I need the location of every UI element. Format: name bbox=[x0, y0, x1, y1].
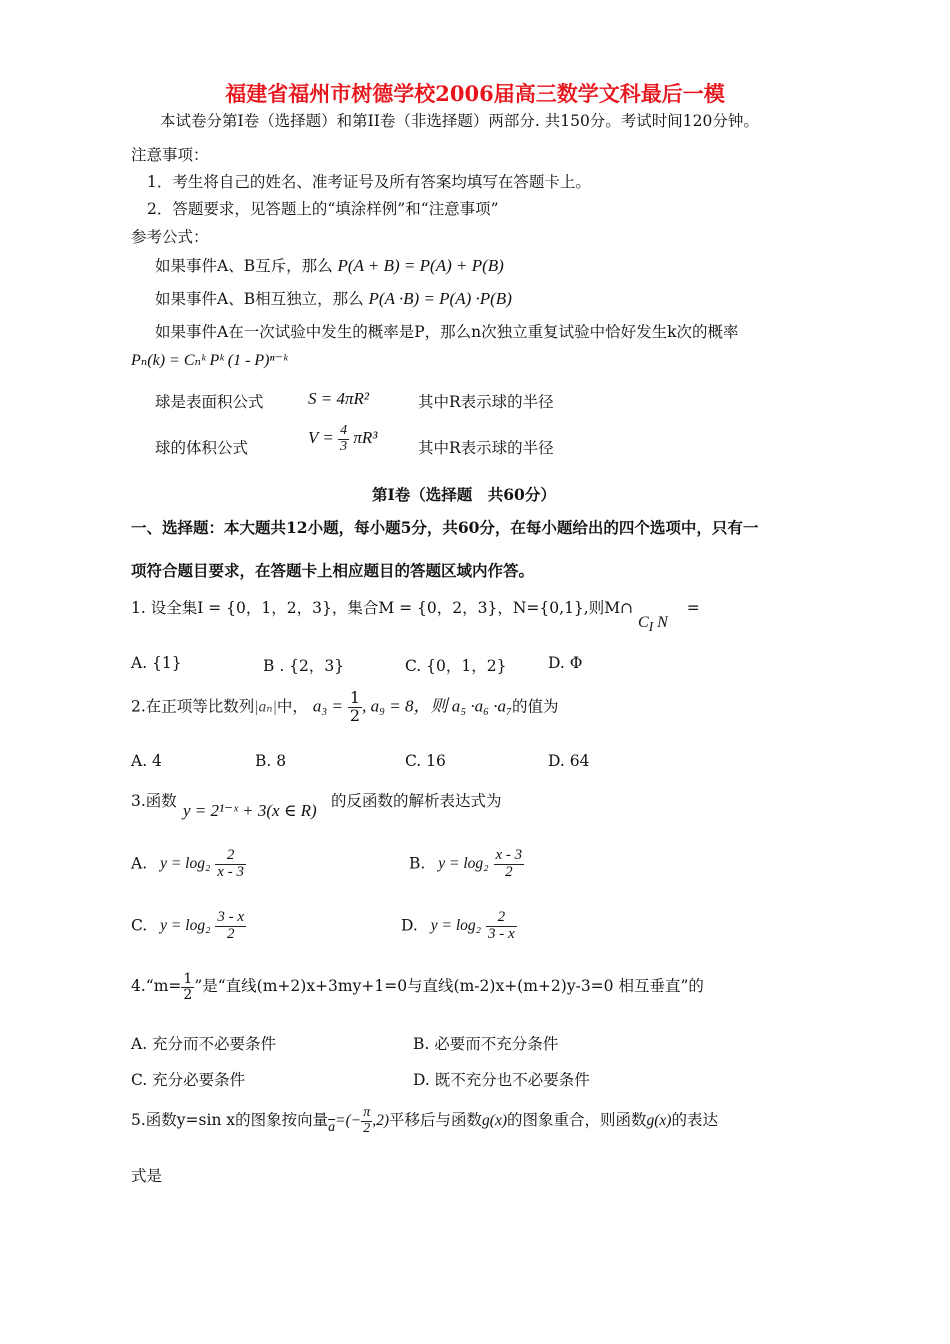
q4-option-b: B. 必要而不充分条件 bbox=[413, 1035, 559, 1053]
sphere-volume-formula bbox=[308, 424, 377, 454]
sphere-volume-label: 球的体积公式 bbox=[155, 439, 249, 457]
complement-symbol bbox=[638, 614, 668, 635]
section-title: 第I卷（选择题 共60分） bbox=[372, 485, 556, 504]
vector-a: $\overline{a}$ bbox=[328, 1120, 336, 1136]
denominator: 2 bbox=[183, 986, 193, 1003]
fraction bbox=[181, 972, 194, 1002]
denominator: x - 3 bbox=[217, 863, 244, 880]
q4-option-c: C. 充分必要条件 bbox=[131, 1071, 246, 1089]
q2-option-d: D. 64 bbox=[548, 752, 590, 770]
question-text: 2.在正项等比数列 bbox=[131, 697, 255, 716]
question-3-function: y = 2¹⁻ˣ + 3(x ∈ R) bbox=[183, 801, 317, 820]
q1-option-d: D. Φ bbox=[548, 654, 583, 672]
log-expression: y = log₂ bbox=[430, 917, 482, 935]
question-4-stem bbox=[131, 972, 704, 1002]
vector-expression-end: ,2) bbox=[372, 1112, 390, 1130]
question-text: 的值为 bbox=[511, 697, 559, 716]
formula-exclusive bbox=[155, 254, 504, 276]
numerator: 1 bbox=[349, 688, 361, 707]
fraction bbox=[348, 690, 362, 725]
log-expression: y = log₂ bbox=[438, 855, 489, 873]
q3-option-a bbox=[131, 848, 246, 881]
formula-prefix: V = bbox=[308, 428, 334, 448]
denominator: 2 bbox=[349, 705, 361, 725]
fraction bbox=[215, 910, 246, 943]
formula-label: 如果事件A、B相互独立，那么 bbox=[155, 290, 364, 308]
question-text: 平移后与函数 bbox=[389, 1111, 483, 1130]
q4-option-a: A. 充分而不必要条件 bbox=[131, 1035, 277, 1053]
question-text: 5.函数y=sin x的图象按向量 bbox=[131, 1111, 329, 1130]
formula-binomial-text: 如果事件A在一次试验中发生的概率是P，那么n次独立重复试验中恰好发生k次的概率 bbox=[155, 323, 739, 341]
question-2-stem bbox=[131, 690, 558, 725]
numerator: π bbox=[363, 1105, 371, 1120]
numerator: x - 3 bbox=[495, 847, 523, 863]
numerator: 1 bbox=[183, 971, 193, 987]
formula-math: P(A ·B) = P(A) ·P(B) bbox=[368, 289, 512, 308]
intro-text: 本试卷分第I卷（选择题）和第II卷（非选择题）两部分. 共150分。考试时间120分钟。 bbox=[160, 112, 759, 130]
log-expression: y = log₂ bbox=[160, 855, 211, 873]
sphere-area-formula: S = 4πR² bbox=[308, 389, 369, 408]
function-g: g(x) bbox=[482, 1112, 507, 1130]
question-text: ”是“直线(m+2)x+3my+1=0与直线(m-2)x+(m+2)y-3=0 相互垂直”的 bbox=[194, 977, 704, 996]
notice-item: 1．考生将自己的姓名、准考证号及所有答案均填写在答题卡上。 bbox=[147, 173, 591, 191]
sphere-area-label: 球是表面积公式 bbox=[155, 393, 264, 411]
term-a9-product: , a₉ = 8，则 a₅ ·a₆ ·a₇ bbox=[362, 696, 512, 716]
fraction bbox=[361, 1106, 372, 1136]
section-instructions-line2: 项符合题目要求，在答题卡上相应题目的答题区域内作答。 bbox=[131, 561, 535, 580]
q3-option-d bbox=[401, 910, 517, 943]
vector-expression: =(− bbox=[335, 1112, 362, 1130]
option-label: D. bbox=[401, 916, 418, 935]
q4-option-d: D. 既不充分也不必要条件 bbox=[413, 1071, 590, 1089]
question-5-stem bbox=[131, 1106, 718, 1136]
formula-label: 如果事件A、B互斥，那么 bbox=[155, 257, 333, 275]
numerator: 2 bbox=[215, 848, 246, 865]
denominator: 3 bbox=[340, 438, 348, 454]
question-text: 的图象重合，则函数 bbox=[506, 1111, 647, 1130]
question-3-stem-a: 3.函数 bbox=[131, 792, 177, 810]
sequence-notation: |aₙ| bbox=[254, 698, 277, 716]
log-expression: y = log₂ bbox=[160, 917, 211, 935]
function-g: g(x) bbox=[646, 1112, 672, 1130]
q2-option-b: B. 8 bbox=[255, 752, 287, 770]
section-instructions-line1: 一、选择题：本大题共12小题，每小题5分，共60分，在每小题给出的四个选项中，只有一 bbox=[131, 518, 759, 537]
option-label: C. bbox=[131, 916, 148, 935]
question-1-stem bbox=[131, 596, 700, 635]
q1-option-a: A. {1} bbox=[131, 654, 182, 672]
question-text: 4.“m= bbox=[131, 977, 182, 996]
notice-item: 2．答题要求，见答题上的“填涂样例”和“注意事项” bbox=[147, 200, 499, 218]
complement-c: C bbox=[638, 614, 649, 631]
numerator: 4 bbox=[340, 423, 348, 438]
question-5-stem-continued: 式是 bbox=[131, 1167, 163, 1185]
option-label: B. bbox=[409, 854, 426, 873]
denominator: 3 - x bbox=[487, 925, 515, 942]
fraction bbox=[494, 848, 525, 881]
option-label: A. bbox=[131, 854, 148, 873]
question-text: 的表达 bbox=[671, 1111, 718, 1130]
sphere-volume-note: 其中R表示球的半径 bbox=[418, 439, 554, 457]
complement-subscript: I bbox=[648, 619, 654, 635]
formula-math: P(A + B) = P(A) + P(B) bbox=[337, 256, 504, 275]
question-3-stem-b: 的反函数的解析表达式为 bbox=[331, 792, 502, 810]
question-text: 1. 设全集I = {0，1，2，3}，集合M = {0，2，3}，N={0,1},则M∩ bbox=[131, 599, 634, 617]
fraction bbox=[215, 848, 246, 881]
denominator: 2 bbox=[226, 925, 235, 942]
notice-heading: 注意事项： bbox=[131, 146, 209, 164]
q3-option-b bbox=[409, 848, 524, 881]
formulas-heading: 参考公式： bbox=[131, 228, 209, 246]
q1-option-c: C. {0，1，2} bbox=[405, 657, 507, 675]
q2-option-a: A. 4 bbox=[131, 752, 162, 770]
sphere-area-note: 其中R表示球的半径 bbox=[418, 393, 554, 411]
term-a3: a₃ = bbox=[312, 696, 343, 716]
fraction bbox=[486, 910, 517, 943]
formula-suffix: πR³ bbox=[353, 428, 378, 448]
formula-independent bbox=[155, 287, 512, 309]
q2-option-c: C. 16 bbox=[405, 752, 446, 770]
numerator: 2 bbox=[486, 910, 517, 927]
q3-option-c bbox=[131, 910, 246, 943]
formula-binomial-math: Pₙ(k) = Cₙᵏ Pᵏ (1 - P)ⁿ⁻ᵏ bbox=[131, 352, 288, 369]
fraction bbox=[338, 424, 349, 454]
denominator: 2 bbox=[505, 863, 513, 880]
page-title: 福建省福州市树德学校2006届高三数学文科最后一模 bbox=[225, 81, 725, 106]
denominator: 2 bbox=[363, 1120, 371, 1136]
complement-set: N bbox=[657, 614, 668, 631]
numerator: 3 - x bbox=[217, 909, 245, 925]
question-text: 中， bbox=[276, 697, 308, 716]
q1-option-b: B . {2，3} bbox=[263, 657, 345, 675]
equals-sign: = bbox=[686, 599, 700, 617]
